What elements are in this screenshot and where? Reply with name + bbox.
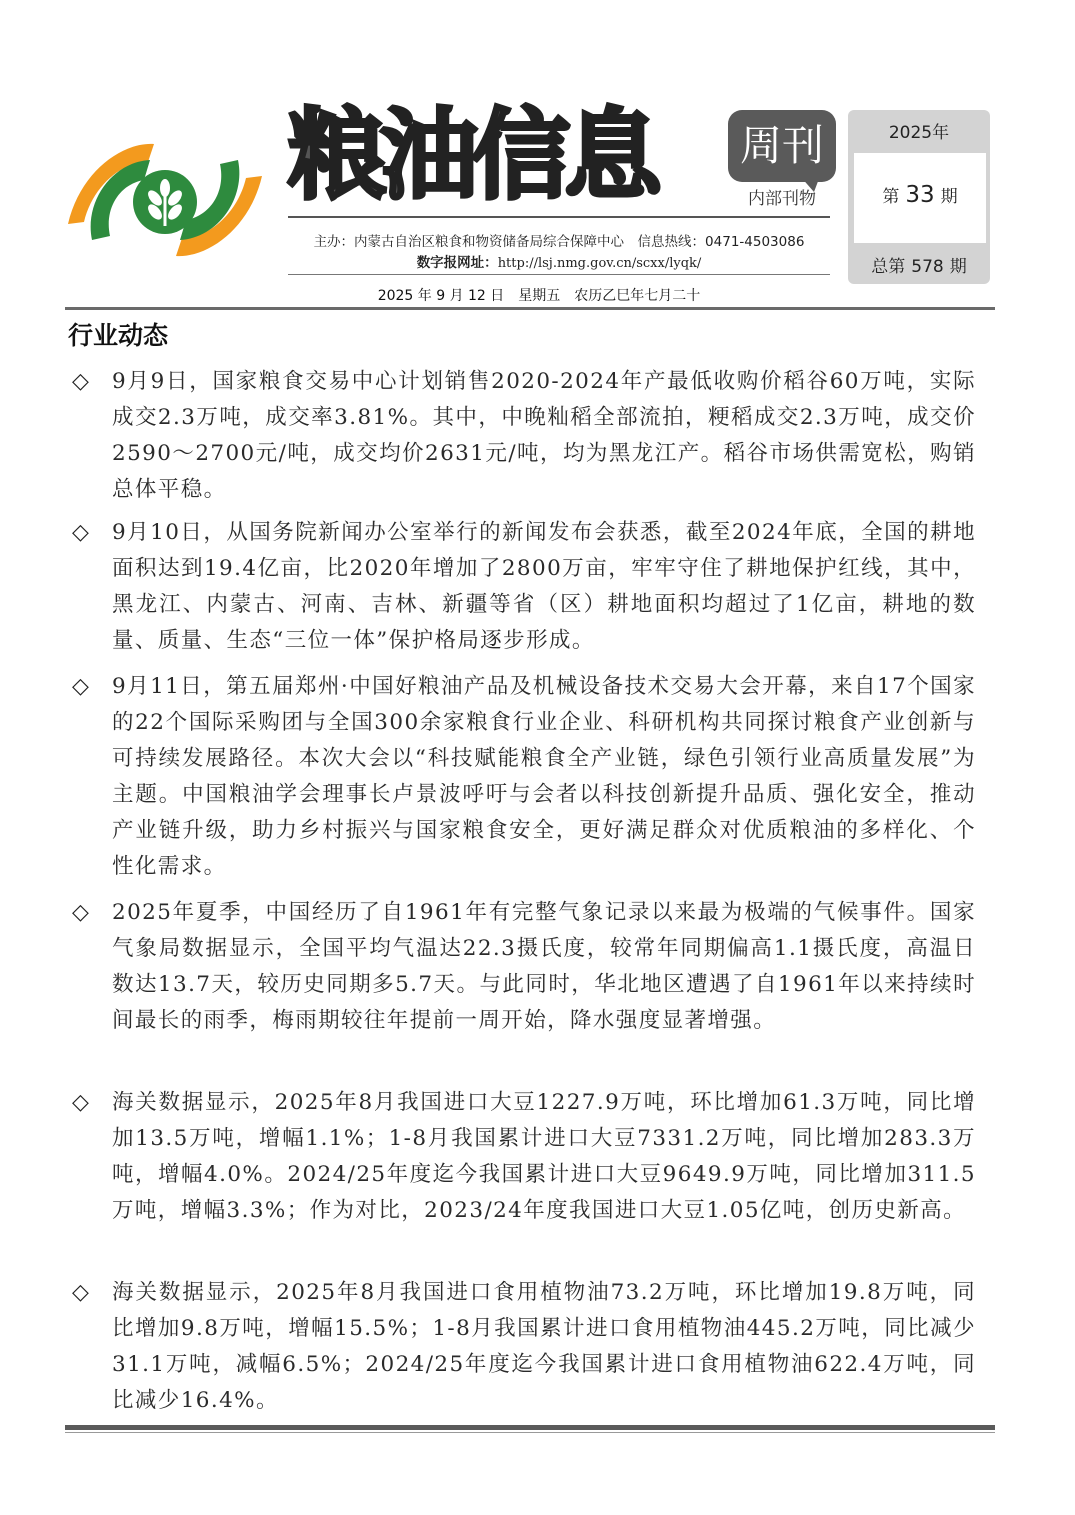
- news-item-text: 9月10日，从国务院新闻办公室举行的新闻发布会获悉，截至2024年底，全国的耕地面积达到19.4亿亩，比2020年增加了2800万亩，牢牢守住了耕地保护红线，其中，黑龙江、内蒙古、河南、吉林、新疆等省（区）耕地面积均超过了1亿亩，耕地的数量、质量、生态“三位一体”保护格局逐步形成。: [112, 520, 976, 653]
- weekly-badge: 周刊: [728, 110, 836, 182]
- diamond-bullet-icon: ◇: [72, 1280, 91, 1305]
- footer-divider-thin: [65, 1432, 995, 1433]
- news-item: [72, 364, 976, 508]
- header-divider: [65, 307, 995, 310]
- issue-total-prefix: 总第: [871, 257, 906, 277]
- diamond-bullet-icon: ◇: [72, 900, 91, 925]
- news-item-text: 9月11日，第五届郑州·中国好粮油产品及机械设备技术交易大会开幕，来自17个国家的22个国际采购团与全国300余家粮食行业企业、科研机构共同探讨粮食产业创新与可持续发展路径。本次大会以“科技赋能粮食全产业链，绿色引领行业高质量发展”为主题。中国粮油学会理事长卢景波呼吁与会者以科技创新提升品质、强化安全，推动产业链升级，助力乡村振兴与国家粮食安全，更好满足群众对优质粮油的多样化、个性化需求。: [112, 674, 976, 879]
- news-item-text: 海关数据显示，2025年8月我国进口食用植物油73.2万吨，环比增加19.8万吨，同比增加9.8万吨，增幅15.5%；1-8月我国累计进口食用植物油445.2万吨，同比减少31.1万吨，减幅6.5%；2024/25年度迄今我国累计进口食用植物油622.4万吨，同比减少16.4%。: [112, 1280, 976, 1413]
- diamond-bullet-icon: ◇: [72, 520, 91, 545]
- masthead-rule: [288, 216, 830, 218]
- issue-number-value: 33: [905, 182, 935, 208]
- news-item-text: 海关数据显示，2025年8月我国进口大豆1227.9万吨，环比增加61.3万吨，同比增加13.5万吨，增幅1.1%；1-8月我国累计进口大豆7331.2万吨，同比增加283.3万吨，增幅4.0%。2024/25年度迄今我国累计进口大豆9649.9万吨，同比增加311.5万吨，增幅3.3%；作为对比，2023/24年度我国进口大豆1.05亿吨，创历史新高。: [112, 1090, 976, 1223]
- issue-total-suffix: 期: [949, 257, 967, 277]
- issue-total-value: 578: [911, 257, 944, 277]
- digital-site-line: [288, 251, 830, 273]
- news-item: [72, 669, 976, 885]
- news-item: [72, 895, 976, 1039]
- site-rule: [288, 274, 830, 275]
- news-item: [72, 1275, 976, 1419]
- weekday: 星期五: [518, 288, 561, 304]
- issue-number-suffix: 期: [940, 187, 958, 207]
- internal-publication-label: 内部刊物: [748, 189, 816, 209]
- site-label: 数字报网址：: [416, 255, 498, 271]
- issue-number-prefix: 第: [882, 187, 900, 207]
- site-url-link[interactable]: http://lsj.nmg.gov.cn/scxx/lyqk/: [497, 256, 702, 271]
- issue-number: [854, 182, 986, 218]
- news-item-text: 2025年夏季，中国经历了自1961年有完整气象记录以来最为极端的气候事件。国家气象局数据显示，全国平均气温达22.3摄氏度，较常年同期偏高1.1摄氏度，高温日数达13.7天，较历史同期多5.7天。与此同时，华北地区遭遇了自1961年以来持续时间最长的雨季，梅雨期较往年提前一周开始，降水强度显著增强。: [112, 900, 976, 1033]
- publication-logo: [62, 132, 268, 268]
- diamond-bullet-icon: ◇: [72, 1090, 91, 1115]
- masthead-title: 粮油信息: [288, 99, 657, 213]
- gregorian-date: 2025 年 9 月 12 日: [377, 288, 505, 304]
- issue-year: 2025年: [888, 123, 950, 143]
- news-item: [72, 515, 976, 659]
- news-item-text: 9月9日，国家粮食交易中心计划销售2020-2024年产最低收购价稻谷60万吨，实际成交2.3万吨，成交率3.81%。其中，中晚籼稻全部流拍，粳稻成交2.3万吨，成交价2590～2700元/吨，成交均价2631元/吨，均为黑龙江产。稻谷市场供需宽松，购销总体平稳。: [112, 369, 976, 502]
- news-item: [72, 1085, 976, 1229]
- footer-divider-thick: [65, 1425, 995, 1430]
- section-heading: 行业动态: [68, 321, 169, 350]
- lunar-date: 农历乙巳年七月二十: [574, 288, 701, 304]
- diamond-bullet-icon: ◇: [72, 369, 91, 394]
- sponsor-line: 主办：内蒙古自治区粮食和物资储备局综合保障中心 信息热线：0471-4503086: [313, 234, 805, 250]
- diamond-bullet-icon: ◇: [72, 674, 91, 699]
- date-line: [268, 285, 810, 307]
- issue-total: [848, 252, 990, 278]
